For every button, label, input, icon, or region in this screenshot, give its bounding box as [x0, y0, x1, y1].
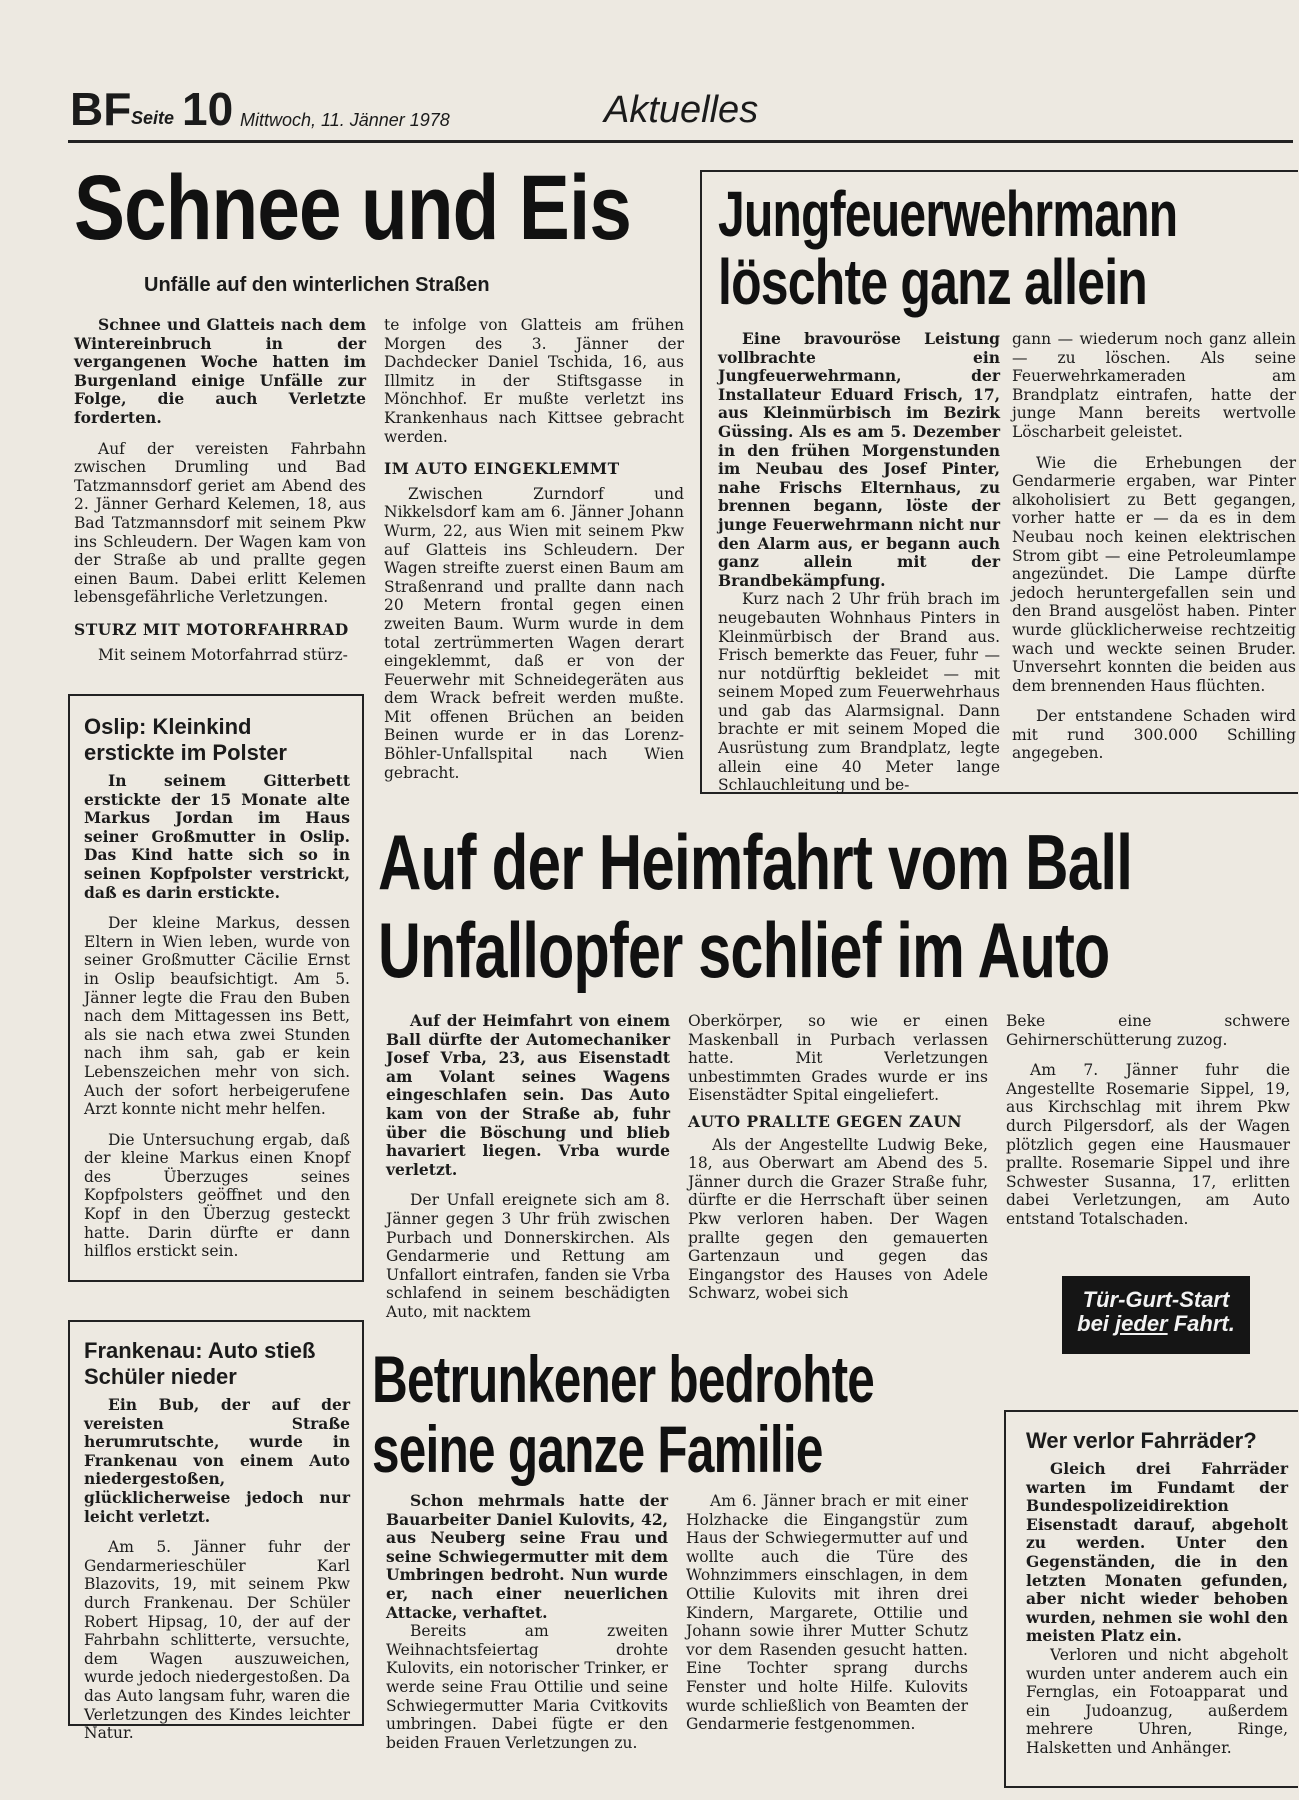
oslip-lead: In seinem Gitterbett erstickte der 15 Monate alte Markus Jordan im Haus seiner Großmutter in Oslip. Das Kind hatte sich so in seinen Kopfpolster verstrickt, daß es darin erstickte.	[84, 771, 350, 902]
story6-column-2	[686, 1492, 968, 1734]
headline-betrunkener-line-2: seine ganze Familie	[372, 1412, 823, 1486]
story2-paragraph: Wie die Erhebungen der Gendarmerie ergaben, war Pinter alkoholisiert zu Bett gegangen, vorher hatte er — da es in dem Neubau noch keinen elektrischen Strom gibt — eine Petroleumlampe angezündet. Die Lampe dürfte jedoch heruntergefallen sein und den Brand ausgelöst haben. Pinter wurde glücklicherweise rechtzeitig wach und weckte seinen Bruder. Unversehrt konnten die beiden aus dem brennenden Haus flüchten.	[1012, 453, 1296, 695]
headline-schnee-und-eis: Schnee und Eis	[74, 157, 631, 259]
story1-column-2	[384, 316, 684, 782]
fahrraeder-lead: Gleich drei Fahrräder warten im Fundamt der Bundespolizeidirektion Eisenstadt darauf, abgeholt zu werden. Unter den Gegenständen, die in den letzten Monaten gefunden, aber nicht wieder behoben wurden, nehmen sie wohl den meisten Platz ein.	[1026, 1459, 1288, 1646]
story2-column-1	[718, 330, 1000, 795]
ad-line-2-post: Fahrt.	[1167, 1311, 1235, 1336]
story4-column-2	[688, 1012, 988, 1303]
story4-subhead-zaun: AUTO PRALLTE GEGEN ZAUN	[688, 1111, 963, 1131]
logo: BF	[70, 83, 132, 135]
headline-betrunkener-line-1: Betrunkener bedrohte	[372, 1342, 875, 1416]
oslip-paragraph: Der kleine Markus, dessen Eltern in Wien leben, wurde von seiner Großmutter Cäcilie Ernst in Oslip beaufsichtigt. Am 5. Jänner legte die Frau den Buben nach dem Mittagessen ins Bett, als sie nach etwa zwei Stunden nach ihm sah, gab er kein Lebenszeichen mehr von sich. Auch der sofort herbeigerufene Arzt konnte nicht mehr helfen.	[84, 914, 350, 1119]
ad-tuer-gurt-start	[1062, 1276, 1250, 1354]
story4-paragraph: Beke eine schwere Gehirnerschütterung zuzog.	[1006, 1012, 1290, 1049]
story4-lead: Auf der Heimfahrt von einem Ball dürfte der Automechaniker Josef Vrba, 23, aus Eisenstadt am Volant seines Wagens eingeschlafen sein. Das Auto kam von der Straße ab, fuhr über die Böschung und blieb havariert liegen. Vrba wurde verletzt.	[386, 1011, 670, 1179]
story1-paragraph: Zwischen Zurndorf und Nikkelsdorf kam am 6. Jänner Johann Wurm, 22, aus Wien mit seinem Pkw auf Glatteis ins Schleudern. Der Wagen streifte zuerst einen Baum am Straßenrand und prallte dann nach 20 Metern frontal gegen einen zweiten Baum. Wurm wurde in dem total zertrümmerten Wagen derart eingeklemmt, daß er von der Feuerwehr mit Schneidegeräten aus dem Wrack befreit werden mußte. Mit offenen Brüchen an beiden Beinen wurde er in das Lorenz-Böhler-Unfallspital nach Wien gebracht.	[384, 484, 684, 782]
story1-paragraph: te infolge von Glatteis am frühen Morgen des 3. Jänner der Dachdecker Daniel Tschida, 16, aus Illmitz in der Stiftsgasse in Mönchhof. Er mußte verletzt ins Krankenhaus nach Kittsee gebracht werden.	[384, 316, 684, 446]
ad-line-1: Tür-Gurt-Start	[1082, 1287, 1230, 1312]
headline-heimfahrt-line-1: Auf der Heimfahrt vom Ball	[378, 818, 1133, 906]
headline-jungfeuerwehrmann-line-1: Jungfeuerwehrmann	[718, 178, 1178, 250]
story2-paragraph: Kurz nach 2 Uhr früh brach im neugebauten Wohnhaus Pinters in Kleinmürbisch der Brand aus. Frisch bemerkte das Feuer, fuhr — nur notdürftig bekleidet — mit seinem Moped zum Feuerwehrhaus und gab das Alarmsignal. Dann brachte er mit seinem Moped die Ausrüstung zum Brandplatz, legte allein eine 40 Meter lange Schlauchleitung und be-	[718, 590, 1000, 795]
fahrraeder-paragraph: Verloren und nicht abgeholt wurden unter anderem auch ein Fernglas, ein Fotoapparat und ein Judoanzug, außerdem mehrere Uhren, Ringe, Halsketten und Anhänger.	[1026, 1645, 1288, 1757]
story4-column-1	[386, 1012, 670, 1322]
issue-date: Mittwoch, 11. Jänner 1978	[240, 110, 450, 130]
frankenau-title-line-1: Frankenau: Auto stieß	[84, 1338, 316, 1363]
story1-subhead-eingeklemmt: IM AUTO EINGEKLEMMT	[384, 459, 620, 479]
header-rule	[68, 140, 1293, 143]
subheadline-unfaelle: Unfälle auf den winterlichen Straßen	[144, 274, 490, 296]
ad-line-2-underlined: jeder	[1115, 1311, 1168, 1336]
story2-paragraph: Der entstandene Schaden wird mit rund 300.000 Schilling angegeben.	[1012, 707, 1296, 763]
story4-paragraph: Als der Angestellte Ludwig Beke, 18, aus Oberwart am Abend des 5. Jänner durch die Grazer Straße fuhr, dürfte er die Herrschaft über seinen Pkw verloren haben. Der Wagen prallte gegen den gemauerten Gartenzaun und gegen das Eingangstor des Hauses von Adele Schwarz, wobei sich	[688, 1135, 988, 1303]
frankenau-lead: Ein Bub, der auf der vereisten Straße herumrutschte, wurde in Frankenau von einem Auto niedergestoßen, glücklicherweise jedoch nur leicht verletzt.	[84, 1395, 350, 1526]
seite-label: Seite	[131, 108, 175, 128]
story1-paragraph: Auf der vereisten Fahrbahn zwischen Drumling und Bad Tatzmannsdorf geriet am Abend des 2. Jänner Gerhard Kelemen, 18, aus Bad Tatzmannsdorf mit seinem Pkw ins Schleudern. Der Wagen kam von der Straße ab und prallte gegen einen Baum. Dabei erlitt Kelemen lebensgefährliche Verletzungen.	[74, 439, 366, 607]
story6-lead: Schon mehrmals hatte der Bauarbeiter Daniel Kulovits, 42, aus Neuberg seine Frau und seine Schwiegermutter mit dem Umbringen bedroht. Nun wurde er, nach einer neuerlichen Attacke, verhaftet.	[386, 1491, 668, 1622]
story-oslip	[68, 694, 364, 1282]
headline-heimfahrt-line-2: Unfallopfer schlief im Auto	[378, 906, 1110, 994]
page-number: 10	[182, 83, 234, 135]
story6-paragraph: Am 6. Jänner brach er mit einer Holzhacke die Eingangstür zum Haus der Schwiegermutter auf und wollte auch die Türe des Wohnzimmers einschlagen, in dem Ottilie Kulovits mit ihren drei Kindern, Margarete, Ottilie und Johann sowie ihrer Mutter Schutz vor dem Rasenden gesucht hatten. Eine Tochter sprang durchs Fenster und holte Hilfe. Kulovits wurde schließlich von Beamten der Gendarmerie festgenommen.	[686, 1492, 968, 1734]
story1-paragraph: Mit seinem Motorfahrrad stürz-	[98, 645, 348, 664]
story2-lead: Eine bravouröse Leistung vollbrachte ein Jungfeuerwehrmann, der Installateur Eduard Frisch, 17, aus Kleinmürbisch im Bezirk Güssing. Als es am 5. Dezember in den frühen Morgenstunden im Neubau des Josef Pinter, nahe Frischs Elternhaus, zu brennen begann, löste der junge Feuerwehrmann nicht nur den Alarm aus, er begann auch ganz allein mit der Brandbekämpfung.	[718, 329, 1000, 590]
story6-column-1	[386, 1492, 668, 1752]
headline-jungfeuerwehrmann-line-2: löschte ganz allein	[718, 246, 1148, 318]
story1-subhead-sturz: STURZ MIT MOTORFAHRRAD	[74, 619, 349, 639]
section-title: Aktuelles	[604, 89, 759, 131]
frankenau-paragraph: Am 5. Jänner fuhr der Gendarmerieschüler Karl Blazovits, 19, mit seinem Pkw durch Frankenau. Der Schüler Robert Hipsag, 10, der auf der Fahrbahn schlitterte, versuchte, dem Wagen auszuweichen, wurde jedoch niedergestoßen. Da das Auto langsam fuhr, waren die Verletzungen des Kindes leichter Natur.	[84, 1538, 350, 1743]
story-frankenau	[68, 1320, 364, 1743]
fahrraeder-title: Wer verlor Fahrräder?	[1026, 1428, 1257, 1453]
oslip-title-line-1: Oslip: Kleinkind	[84, 714, 252, 739]
story2-column-2	[1012, 330, 1296, 763]
story-jungfeuerwehrmann	[700, 170, 1298, 794]
story6-paragraph: Bereits am zweiten Weihnachtsfeiertag drohte Kulovits, ein notorischer Trinker, er werde seine Frau Ottilie und seine Schwiegermutter Maria Cvitkovits umbringen. Dabei fügte er den beiden Frauen Verletzungen zu.	[386, 1622, 668, 1752]
story4-column-3	[1006, 1012, 1290, 1229]
story4-paragraph: Am 7. Jänner fuhr die Angestellte Rosemarie Sippel, 19, aus Kirchschlag mit ihrem Pkw durch Pilgersdorf, als der Wagen plötzlich gegen eine Hausmauer prallte. Rosemarie Sippel und ihre Schwester Susanna, 17, erlitten dabei Verletzungen, am Auto entstand Totalschaden.	[1006, 1061, 1290, 1228]
frankenau-title-line-2: Schüler nieder	[84, 1364, 237, 1389]
story-fahrraeder	[1004, 1410, 1298, 1788]
story1-lead: Schnee und Glatteis nach dem Wintereinbruch in der vergangenen Woche hatten im Burgenland einige Unfälle zur Folge, die auch Verletzte forderten.	[74, 315, 366, 427]
ad-line-2	[1062, 1312, 1250, 1336]
story2-paragraph: gann — wiederum noch ganz allein — zu löschen. Als seine Feuerwehrkameraden am Brandplatz eintrafen, hatte der junge Mann bereits wertvolle Löscharbeit geleistet.	[1012, 330, 1296, 441]
oslip-paragraph: Die Untersuchung ergab, daß der kleine Markus einen Knopf des Überzuges seines Kopfpolsters geöffnet und den Kopf in den Überzug gesteckt hatte. Darin dürfte er dann hilflos erstickt sein.	[84, 1130, 350, 1261]
oslip-title-line-2: erstickte im Polster	[84, 740, 287, 765]
ad-line-2-pre: bei	[1077, 1311, 1116, 1336]
story4-paragraph: Der Unfall ereignete sich am 8. Jänner gegen 3 Uhr früh zwischen Purbach und Donnerskirchen. Als Gendarmerie und Rettung am Unfallort eintrafen, fanden sie Vrba schlafend in seinem beschädigten Auto, mit nacktem	[386, 1191, 670, 1321]
story4-paragraph: Oberkörper, so wie er einen Maskenball in Purbach verlassen hatte. Mit Verletzungen unbestimmten Grades wurde er ins Eisenstädter Spital eingeliefert.	[688, 1012, 988, 1105]
story1-column-1	[74, 316, 366, 664]
